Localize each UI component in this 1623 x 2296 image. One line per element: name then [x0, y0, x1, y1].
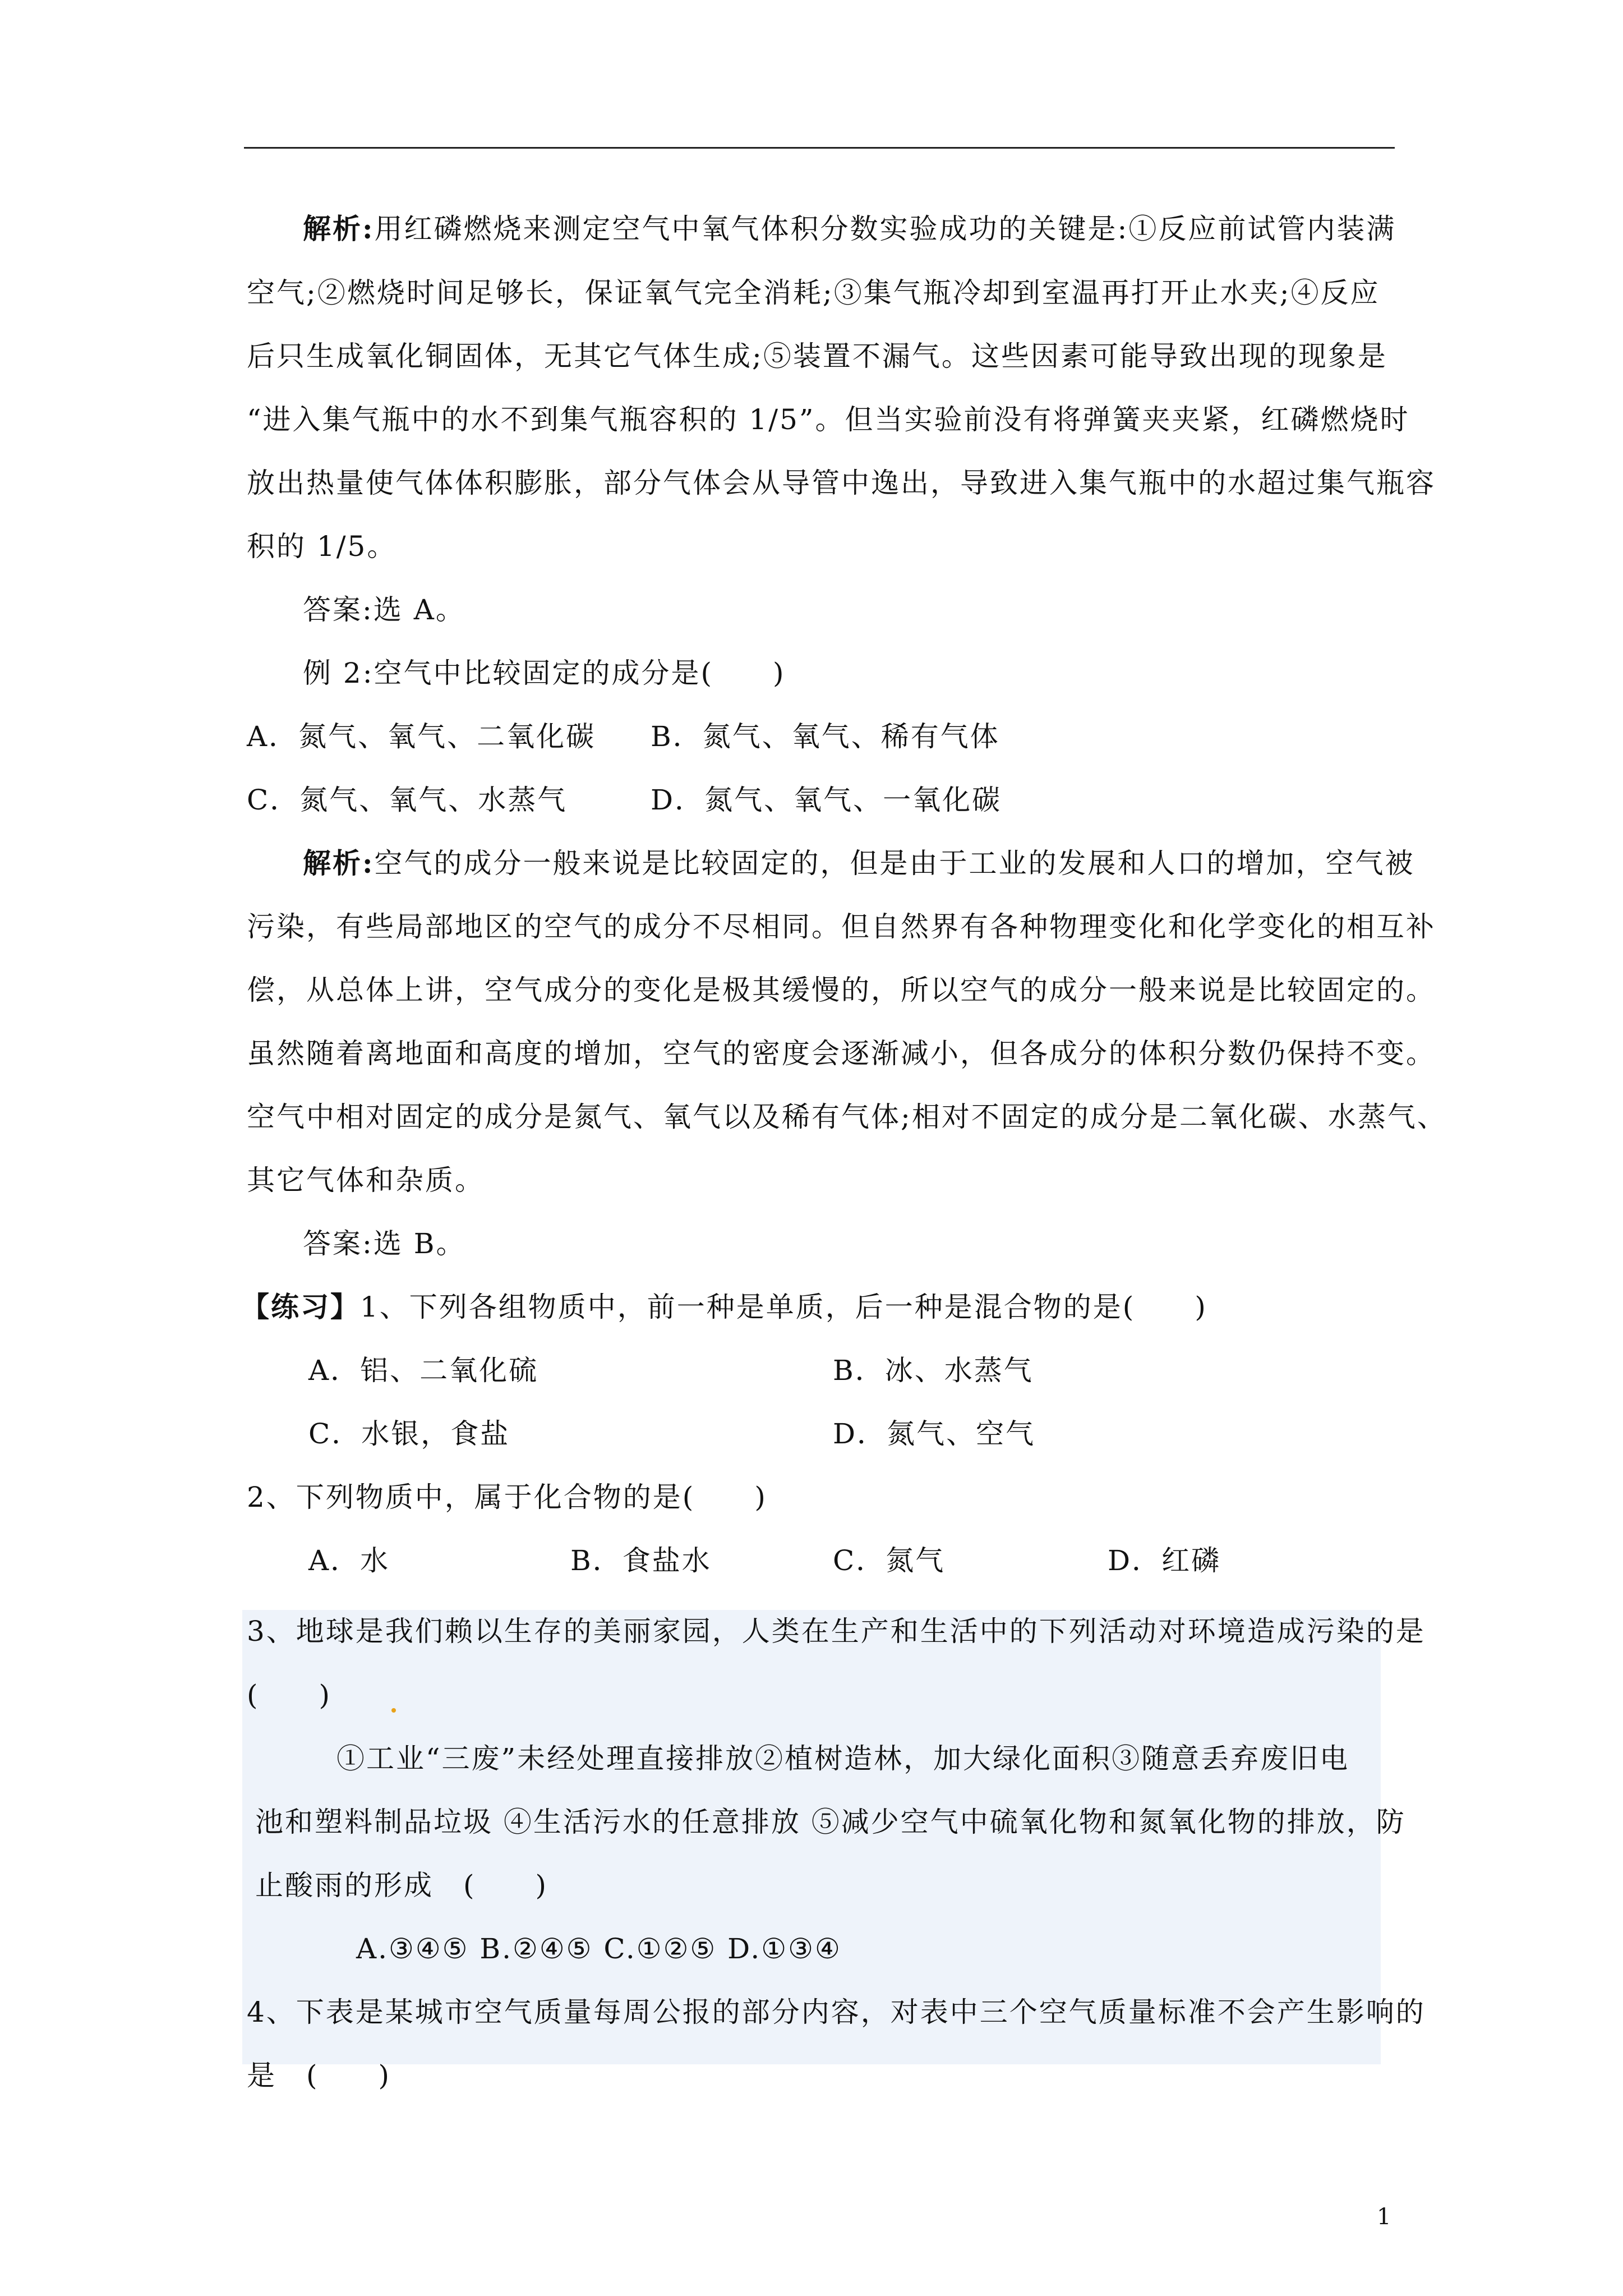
- analysis1-line4: “进入集气瓶中的水不到集气瓶容积的 1/5”。但当实验前没有将弹簧夹夹紧，红磷燃烧时: [247, 403, 1410, 436]
- analysis-text: 空气的成分一般来说是比较固定的，但是由于工业的发展和人口的增加，空气被: [374, 847, 1415, 880]
- answer1: 答案:选 A。: [303, 593, 465, 626]
- practice-q1: [241, 1290, 1207, 1324]
- practice-q3-items-line2: 池和塑料制品垃圾 ④生活污水的任意排放 ⑤减少空气中硫氧化物和氮氧化物的排放，防: [255, 1806, 1406, 1838]
- practice-label: 【练习】: [241, 1290, 360, 1323]
- practice-q3-items-line1: ①工业“三废”未经处理直接排放②植树造林，加大绿化面积③随意丢弃废旧电: [336, 1742, 1350, 1775]
- practice-q3-options: A.③④⑤ B.②④⑤ C.①②⑤ D.①③④: [356, 1932, 842, 1965]
- practice-q3-items-line3: 止酸雨的形成 ( ): [255, 1869, 548, 1902]
- analysis2-line6: 其它气体和杂质。: [247, 1164, 485, 1197]
- analysis1-line6: 积的 1/5。: [247, 530, 397, 563]
- example2-question: 例 2:空气中比较固定的成分是( ): [303, 657, 786, 689]
- example2-option-b: B．氮气、氧气、稀有气体: [651, 720, 1000, 753]
- analysis1-line5: 放出热量使气体体积膨胀，部分气体会从导管中逸出，导致进入集气瓶中的水超过集气瓶容: [247, 467, 1436, 499]
- practice-q3-line2: ( ): [247, 1679, 332, 1711]
- practice-q2-option-b: B．食盐水: [570, 1544, 712, 1577]
- header-rule: [244, 147, 1395, 149]
- example2-option-c: C．氮气、氧气、水蒸气: [247, 784, 568, 816]
- analysis2-line3: 偿，从总体上讲，空气成分的变化是极其缓慢的，所以空气的成分一般来说是比较固定的。: [247, 974, 1436, 1006]
- practice-q2-option-c: C．氮气: [833, 1544, 946, 1577]
- practice-q1-text: 1、下列各组物质中，前一种是单质，后一种是混合物的是( ): [360, 1291, 1207, 1323]
- practice-q4-line2: 是 ( ): [247, 2059, 391, 2092]
- practice-q2: 2、下列物质中，属于化合物的是( ): [247, 1481, 767, 1513]
- practice-q1-option-d: D．氮气、空气: [833, 1418, 1036, 1450]
- page-number: 1: [1377, 2204, 1391, 2230]
- analysis1-line3: 后只生成氧化铜固体，无其它气体生成;⑤装置不漏气。这些因素可能导致出现的现象是: [247, 340, 1387, 372]
- analysis2-line2: 污染，有些局部地区的空气的成分不尽相同。但自然界有各种物理变化和化学变化的相互补: [247, 910, 1436, 943]
- practice-q1-option-c: C．水银，食盐: [308, 1418, 510, 1450]
- analysis2-line4: 虽然随着离地面和高度的增加，空气的密度会逐渐减小，但各成分的体积分数仍保持不变。: [247, 1037, 1436, 1070]
- practice-q4-line1: 4、下表是某城市空气质量每周公报的部分内容，对表中三个空气质量标准不会产生影响的: [247, 1996, 1426, 2028]
- analysis-label: 解析:: [303, 212, 375, 245]
- example2-option-d: D．氮气、氧气、一氧化碳: [651, 784, 1002, 816]
- practice-q2-option-d: D．红磷: [1108, 1544, 1221, 1577]
- marker-dot: [391, 1708, 396, 1713]
- analysis-text: 用红磷燃烧来测定空气中氧气体积分数实验成功的关键是:①反应前试管内装满: [374, 213, 1396, 245]
- analysis2-line5: 空气中相对固定的成分是氮气、氧气以及稀有气体;相对不固定的成分是二氧化碳、水蒸气、: [247, 1101, 1447, 1133]
- practice-q3-line1: 3、地球是我们赖以生存的美丽家园，人类在生产和生活中的下列活动对环境造成污染的是: [247, 1615, 1426, 1648]
- answer2: 答案:选 B。: [303, 1227, 466, 1260]
- practice-q1-option-a: A．铝、二氧化硫: [308, 1354, 539, 1387]
- example2-option-a: A．氮气、氧气、二氧化碳: [247, 720, 596, 753]
- analysis1-line2: 空气;②燃烧时间足够长，保证氧气完全消耗;③集气瓶冷却到室温再打开止水夹;④反应: [247, 277, 1380, 309]
- practice-q1-option-b: B．冰、水蒸气: [833, 1354, 1034, 1387]
- practice-q2-option-a: A．水: [308, 1544, 390, 1577]
- analysis-label: 解析:: [303, 846, 375, 880]
- analysis1-line1: [303, 212, 1396, 246]
- analysis2-line1: [303, 846, 1414, 880]
